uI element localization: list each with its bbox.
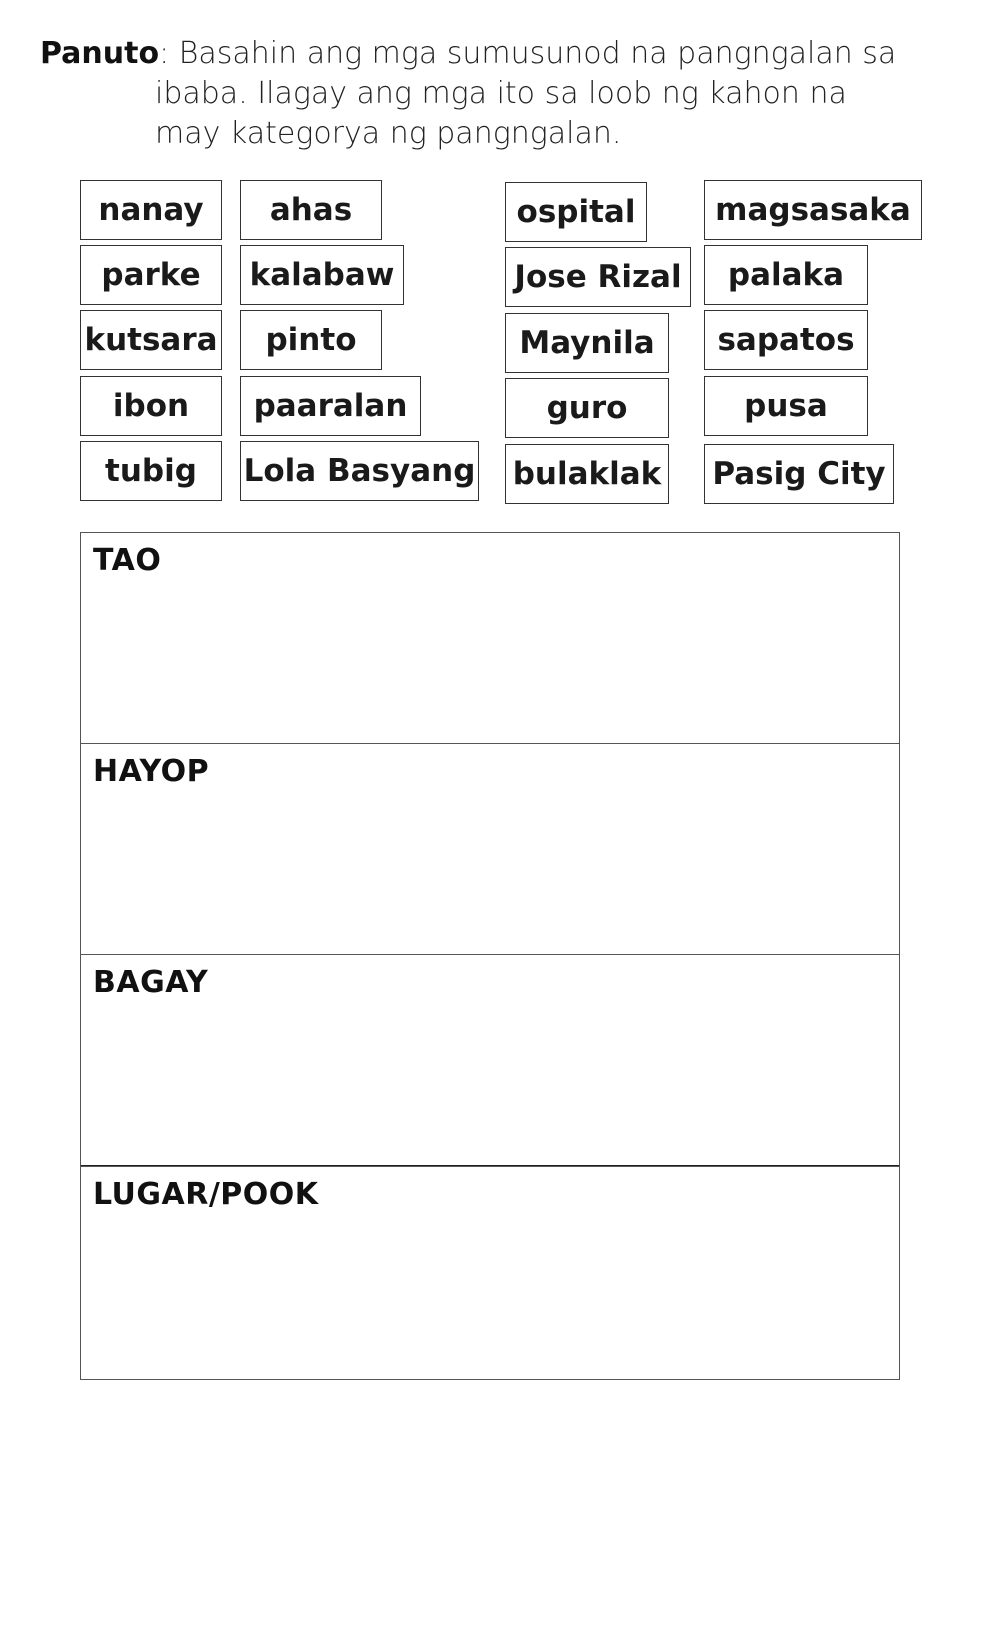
- word-card-bulaklak[interactable]: bulaklak: [505, 444, 669, 504]
- word-card-pasig-city[interactable]: Pasig City: [704, 444, 894, 504]
- word-card-jose-rizal[interactable]: Jose Rizal: [505, 247, 691, 307]
- word-card-sapatos[interactable]: sapatos: [704, 310, 868, 370]
- category-label-tao: TAO: [93, 543, 162, 578]
- instructions-line-1: Basahin ang mga sumusunod na pangngalan sa: [178, 36, 897, 71]
- word-card-parke[interactable]: parke: [80, 245, 222, 305]
- word-card-guro[interactable]: guro: [505, 378, 669, 438]
- word-card-ospital[interactable]: ospital: [505, 182, 647, 242]
- word-card-ahas[interactable]: ahas: [240, 180, 382, 240]
- category-box-bagay[interactable]: [80, 954, 900, 1167]
- category-label-hayop: HAYOP: [93, 754, 210, 789]
- category-label-bagay: BAGAY: [93, 965, 209, 1000]
- word-card-tubig[interactable]: tubig: [80, 441, 222, 501]
- word-card-kutsara[interactable]: kutsara: [80, 310, 222, 370]
- category-label-lugar-pook: LUGAR/POOK: [93, 1177, 319, 1212]
- category-box-lugar-pook[interactable]: [80, 1166, 900, 1380]
- category-box-hayop[interactable]: [80, 743, 900, 955]
- instructions-line-3: may kategorya ng pangngalan.: [155, 116, 622, 151]
- word-card-paaralan[interactable]: paaralan: [240, 376, 421, 436]
- instructions-label: Panuto: [40, 36, 160, 71]
- word-card-nanay[interactable]: nanay: [80, 180, 222, 240]
- word-card-pinto[interactable]: pinto: [240, 310, 382, 370]
- word-card-ibon[interactable]: ibon: [80, 376, 222, 436]
- word-card-pusa[interactable]: pusa: [704, 376, 868, 436]
- word-card-kalabaw[interactable]: kalabaw: [240, 245, 404, 305]
- word-card-lola-basyang[interactable]: Lola Basyang: [240, 441, 479, 501]
- category-box-tao[interactable]: [80, 532, 900, 744]
- instructions-separator: :: [159, 36, 170, 71]
- word-card-palaka[interactable]: palaka: [704, 245, 868, 305]
- word-card-magsasaka[interactable]: magsasaka: [704, 180, 922, 240]
- word-card-maynila[interactable]: Maynila: [505, 313, 669, 373]
- instructions-line-2: ibaba. Ilagay ang mga ito sa loob ng kahon na: [155, 76, 847, 111]
- instructions: [40, 34, 940, 154]
